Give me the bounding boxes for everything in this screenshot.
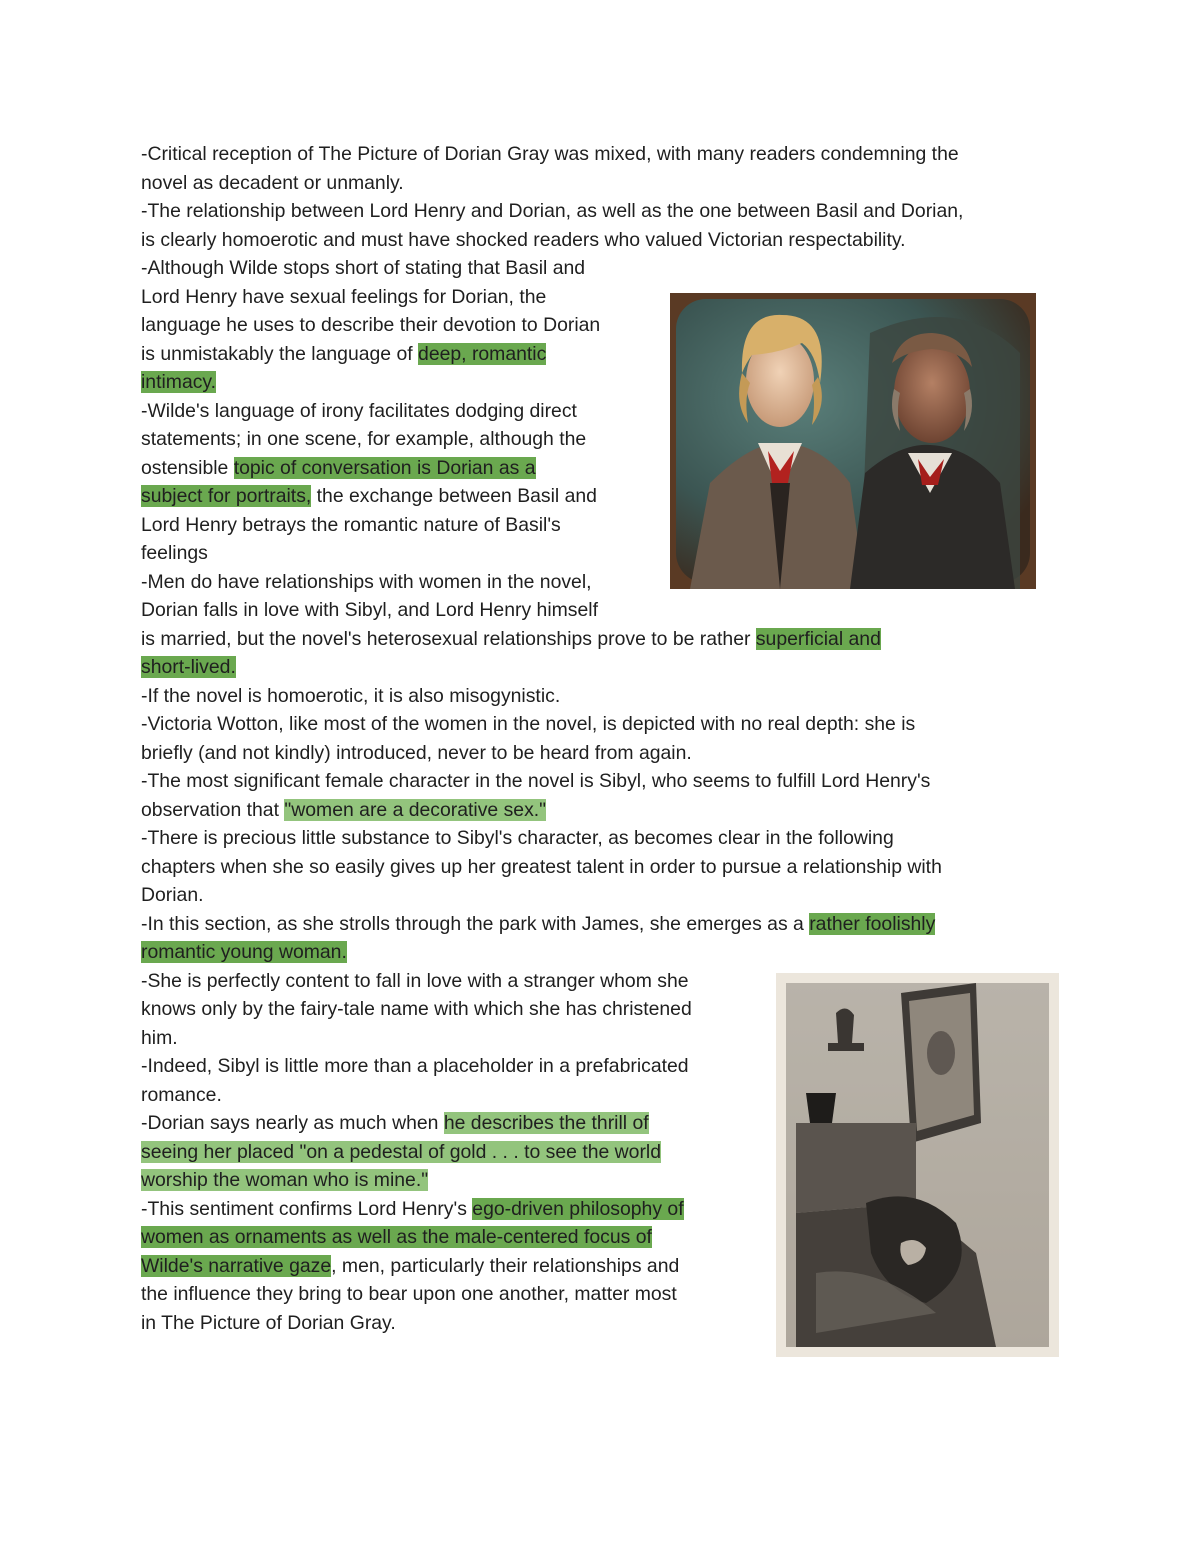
text-segment: statements; in one scene, for example, although the (141, 428, 587, 450)
highlighted-text: short-lived. (141, 656, 236, 678)
text-line (141, 197, 1071, 226)
text-line (141, 682, 1071, 711)
text-line (141, 853, 1071, 882)
text-segment: novel as decadent or unmanly. (141, 171, 404, 194)
text-line (141, 910, 1071, 939)
highlighted-text: worship the woman who is mine." (141, 1169, 429, 1191)
text-segment: chapters when she so easily gives up her greatest talent in order to pursue a relationship with (141, 855, 942, 878)
text-segment: -This sentiment confirms Lord Henry's (141, 1197, 473, 1220)
text-line (141, 625, 1071, 654)
text-line (141, 169, 1071, 198)
text-line (141, 254, 1071, 283)
text-line (141, 938, 1071, 967)
text-segment: -Men do have relationships with women in the novel, (141, 570, 592, 593)
highlighted-text: seeing her placed "on a pedestal of gold . . . to see the world (141, 1140, 661, 1163)
text-segment: -The relationship between Lord Henry and Dorian, as well as the one between Basil and Dorian, (141, 200, 964, 222)
text-segment: feelings (141, 542, 208, 564)
text-line (141, 739, 1071, 768)
text-segment: the influence they bring to bear upon one another, matter most (141, 1283, 677, 1305)
text-segment: Lord Henry betrays the romantic nature of Basil's (141, 513, 561, 536)
text-line (141, 796, 1071, 825)
text-segment: -Wilde's language of irony facilitates dodging direct (141, 399, 577, 422)
text-segment: is unmistakably the language of (141, 342, 419, 365)
text-segment: -Critical reception of The Picture of Dorian Gray was mixed, with many readers condemning the (141, 143, 959, 165)
text-segment: -The most significant female character in the novel is Sibyl, who seems to fulfill Lord Henry's (141, 770, 931, 792)
highlighted-text: he describes the thrill of (443, 1112, 649, 1134)
text-segment: -Victoria Wotton, like most of the women in the novel, is depicted with no real depth: she is (141, 713, 916, 735)
highlighted-text: ego-driven philosophy of (472, 1197, 684, 1220)
text-segment: -In this section, as she strolls through the park with James, she emerges as a (141, 912, 810, 935)
text-segment: -She is perfectly content to fall in love with a stranger whom she (141, 969, 689, 992)
text-line (141, 140, 1071, 169)
text-segment: observation that (141, 798, 285, 821)
text-segment: -There is precious little substance to Sibyl's character, as becomes clear in the following (141, 827, 894, 849)
text-segment: -Dorian says nearly as much when (141, 1112, 444, 1134)
text-segment: him. (141, 1026, 178, 1049)
text-segment: language he uses to describe their devotion to Dorian (141, 314, 601, 336)
highlighted-text: deep, romantic (418, 342, 547, 365)
text-segment: -If the novel is homoerotic, it is also misogynistic. (141, 684, 561, 707)
text-line (141, 653, 1071, 682)
highlighted-text: topic of conversation is Dorian as a (233, 456, 536, 479)
text-segment: is married, but the novel's heterosexual relationships prove to be rather (141, 627, 756, 650)
highlighted-text: rather foolishly (809, 912, 936, 935)
text-segment: ostensible (141, 456, 234, 479)
text-segment: -Indeed, Sibyl is little more than a placeholder in a prefabricated (141, 1055, 689, 1077)
text-segment: knows only by the fairy-tale name with which she has christened (141, 998, 692, 1020)
text-line (141, 710, 1071, 739)
highlighted-text: romantic young woman. (141, 941, 347, 963)
text-line (141, 824, 1071, 853)
text-segment: in The Picture of Dorian Gray. (141, 1311, 396, 1334)
text-line (141, 596, 1071, 625)
text-segment: romance. (141, 1083, 222, 1106)
text-segment: , men, particularly their relationships and (331, 1254, 680, 1277)
text-segment: -Although Wilde stops short of stating that Basil and (141, 257, 586, 279)
text-line (141, 767, 1071, 796)
highlighted-text: "women are a decorative sex." (284, 798, 547, 821)
highlighted-text: women as ornaments as well as the male-centered focus of (141, 1226, 652, 1248)
highlighted-text: superficial and (755, 627, 881, 650)
text-line (141, 226, 1071, 255)
text-segment: briefly (and not kindly) introduced, never to be heard from again. (141, 741, 692, 764)
text-segment: Lord Henry have sexual feelings for Dorian, the (141, 285, 547, 308)
text-segment: Dorian. (141, 884, 204, 906)
highlighted-text: subject for portraits, (141, 485, 312, 507)
portrait-illustration (670, 293, 1036, 589)
text-segment: is clearly homoerotic and must have shocked readers who valued Victorian respectability. (141, 228, 906, 251)
highlighted-text: intimacy. (141, 371, 217, 393)
highlighted-text: Wilde's narrative gaze (141, 1254, 332, 1277)
engraving-illustration (776, 973, 1059, 1357)
text-line (141, 881, 1071, 910)
text-segment: the exchange between Basil and (311, 485, 597, 507)
text-segment: Dorian falls in love with Sibyl, and Lord Henry himself (141, 599, 598, 621)
